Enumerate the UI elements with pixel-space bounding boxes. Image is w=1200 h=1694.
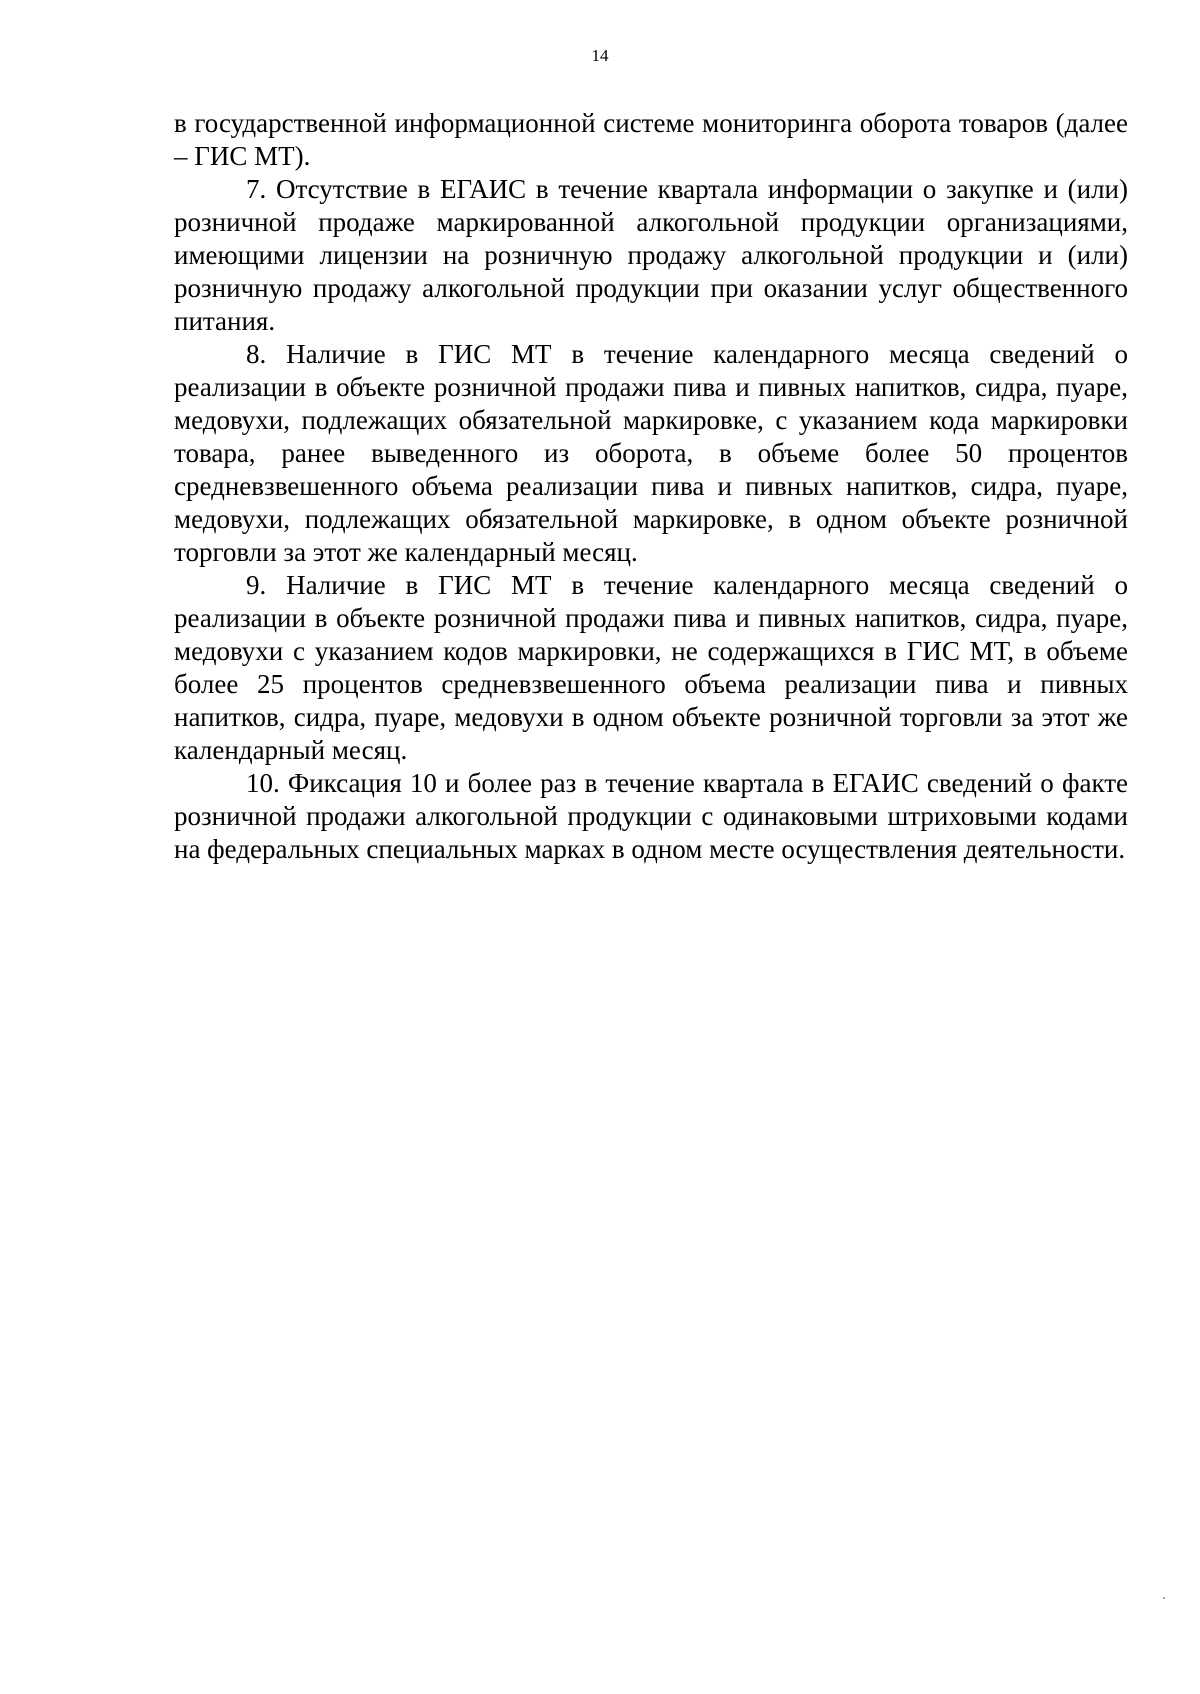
paragraph-item-7: 7. Отсутствие в ЕГАИС в течение квартала информации о закупке и (или) розничной продаже маркированной алкогольной продукции организациями, имеющими лицензии на розничную продажу алкогольной продукции и (или) розничную продажу алкогольной продукции при оказании услуг общественного питания.	[174, 174, 1128, 336]
page-number: 14	[591, 46, 609, 65]
paragraph-item-8: 8. Наличие в ГИС МТ в течение календарного месяца сведений о реализации в объекте розничной продажи пива и пивных напитков, сидра, пуаре, медовухи, подлежащих обязательной маркировке, с указанием кода маркировки товара, ранее выведенного из оборота, в объеме более 50 процентов средневзвешенного объема реализации пива и пивных напитков, сидра, пуаре, медовухи, подлежащих обязательной маркировке, в одном объекте розничной торговли за этот же календарный месяц.	[174, 339, 1128, 567]
paragraph-continuation: в государственной информационной системе мониторинга оборота товаров (далее – ГИС МТ).	[174, 108, 1128, 171]
document-body	[174, 107, 1128, 866]
paragraph-item-10: 10. Фиксация 10 и более раз в течение квартала в ЕГАИС сведений о факте розничной продажи алкогольной продукции с одинаковыми штриховыми кодами на федеральных специальных марках в одном месте осуществления деятельности.	[174, 768, 1128, 864]
paragraph-item-9: 9. Наличие в ГИС МТ в течение календарного месяца сведений о реализации в объекте розничной продажи пива и пивных напитков, сидра, пуаре, медовухи с указанием кодов маркировки, не содержащихся в ГИС МТ, в объеме более 25 процентов средневзвешенного объема реализации пива и пивных напитков, сидра, пуаре, медовухи в одном объекте розничной торговли за этот же календарный месяц.	[174, 570, 1128, 765]
scan-speck	[1163, 1597, 1165, 1599]
